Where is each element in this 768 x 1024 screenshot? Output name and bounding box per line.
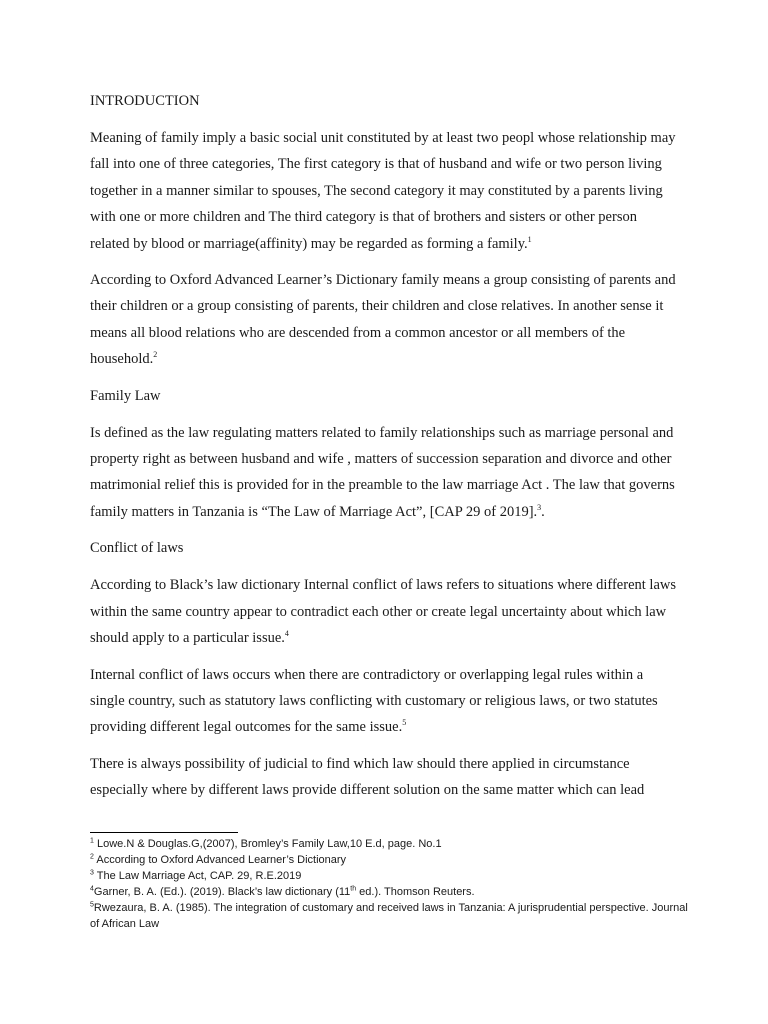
paragraph-judicial-possibility: There is always possibility of judicial to find which law should there applied in circumstance especially where by different laws provide different solution on the same matter which can lead bbox=[90, 755, 645, 799]
footnote-ref-4[interactable]: 4 bbox=[284, 629, 289, 639]
footnote-number: 2 bbox=[90, 853, 94, 861]
footnote-2: $^2$ According to Oxford Advanced Learner’s Dictionary bbox=[90, 853, 347, 866]
footnote-number: 5 bbox=[90, 901, 94, 909]
paragraph-oxford-definition: According to Oxford Advanced Learner’s Dictionary family means a group consisting of parents and their children or a group consisting of parents, their children and close relatives. In another sense it means all blood relations who are descended from a common ancestor or all members of the household.$^2$ bbox=[90, 272, 676, 368]
footnote-ref-1[interactable]: 1 bbox=[527, 234, 532, 244]
footnote-3: $^3$ The Law Marriage Act, CAP. 29, R.E.2019 bbox=[90, 869, 302, 882]
footnotes-section bbox=[90, 832, 690, 932]
heading-conflict-of-laws: Conflict of laws bbox=[90, 540, 184, 557]
footnote-number: 3 bbox=[90, 869, 94, 877]
paragraph-blacks-definition: According to Black’s law dictionary Internal conflict of laws refers to situations where different laws within the same country appear to contradict each other or create legal uncertainty about which law should apply to a particular issue.$^4$ bbox=[90, 577, 676, 647]
footnote-1: $^1$ Lowe.N & Douglas.G,(2007), Bromley’s Family Law,10 E.d, page. No.1 bbox=[90, 837, 442, 850]
document-body bbox=[90, 88, 680, 814]
footnote-5: $^5$Rwezaura, B. A. (1985). The integration of customary and received laws in Tanzania: A jurisprudential perspective. Journal of African Law bbox=[90, 901, 688, 930]
footnote-number: 1 bbox=[90, 837, 94, 845]
footnote-ref-3[interactable]: 3 bbox=[537, 503, 542, 513]
footnote-4: $^4$Garner, B. A. (Ed.). (2019). Black’s law dictionary (11th ed.). Thomson Reuters. bbox=[90, 885, 475, 898]
footnote-ref-5[interactable]: 5 bbox=[402, 718, 407, 728]
heading-family-law: Family Law bbox=[90, 387, 161, 404]
footnote-number: 4 bbox=[90, 885, 94, 893]
paragraph-meaning-of-family: Meaning of family imply a basic social unit constituted by at least two peopl whose relationship may fall into one of three categories, The first category is that of husband and wife or two person living together in a manner similar to spouses, The second category it may constituted by a parents living with one or more children and The third category is that of brothers and sisters or other person related by blood or marriage(affinity) may be regarded as forming a family.$^1$ bbox=[90, 130, 676, 252]
footnote-separator bbox=[90, 832, 238, 833]
footnote-ref-2[interactable]: 2 bbox=[153, 350, 158, 360]
heading-introduction: INTRODUCTION bbox=[90, 93, 200, 109]
ordinal-suffix: th bbox=[350, 885, 357, 893]
paragraph-family-law-definition: Is defined as the law regulating matters related to family relationships such as marriage personal and property right as between husband and wife , matters of succession separation and divorce and other matrimonial relief this is provided for in the preamble to the law marriage Act . The law that governs family matters in Tanzania is “The Law of Marriage Act”, [CAP 29 of 2019].$^3$. bbox=[90, 424, 675, 520]
paragraph-internal-conflict: Internal conflict of laws occurs when there are contradictory or overlapping legal rules within a single country, such as statutory laws conflicting with customary or religious laws, or two statutes providing different legal outcomes for the same issue.$^5$ bbox=[90, 666, 658, 736]
